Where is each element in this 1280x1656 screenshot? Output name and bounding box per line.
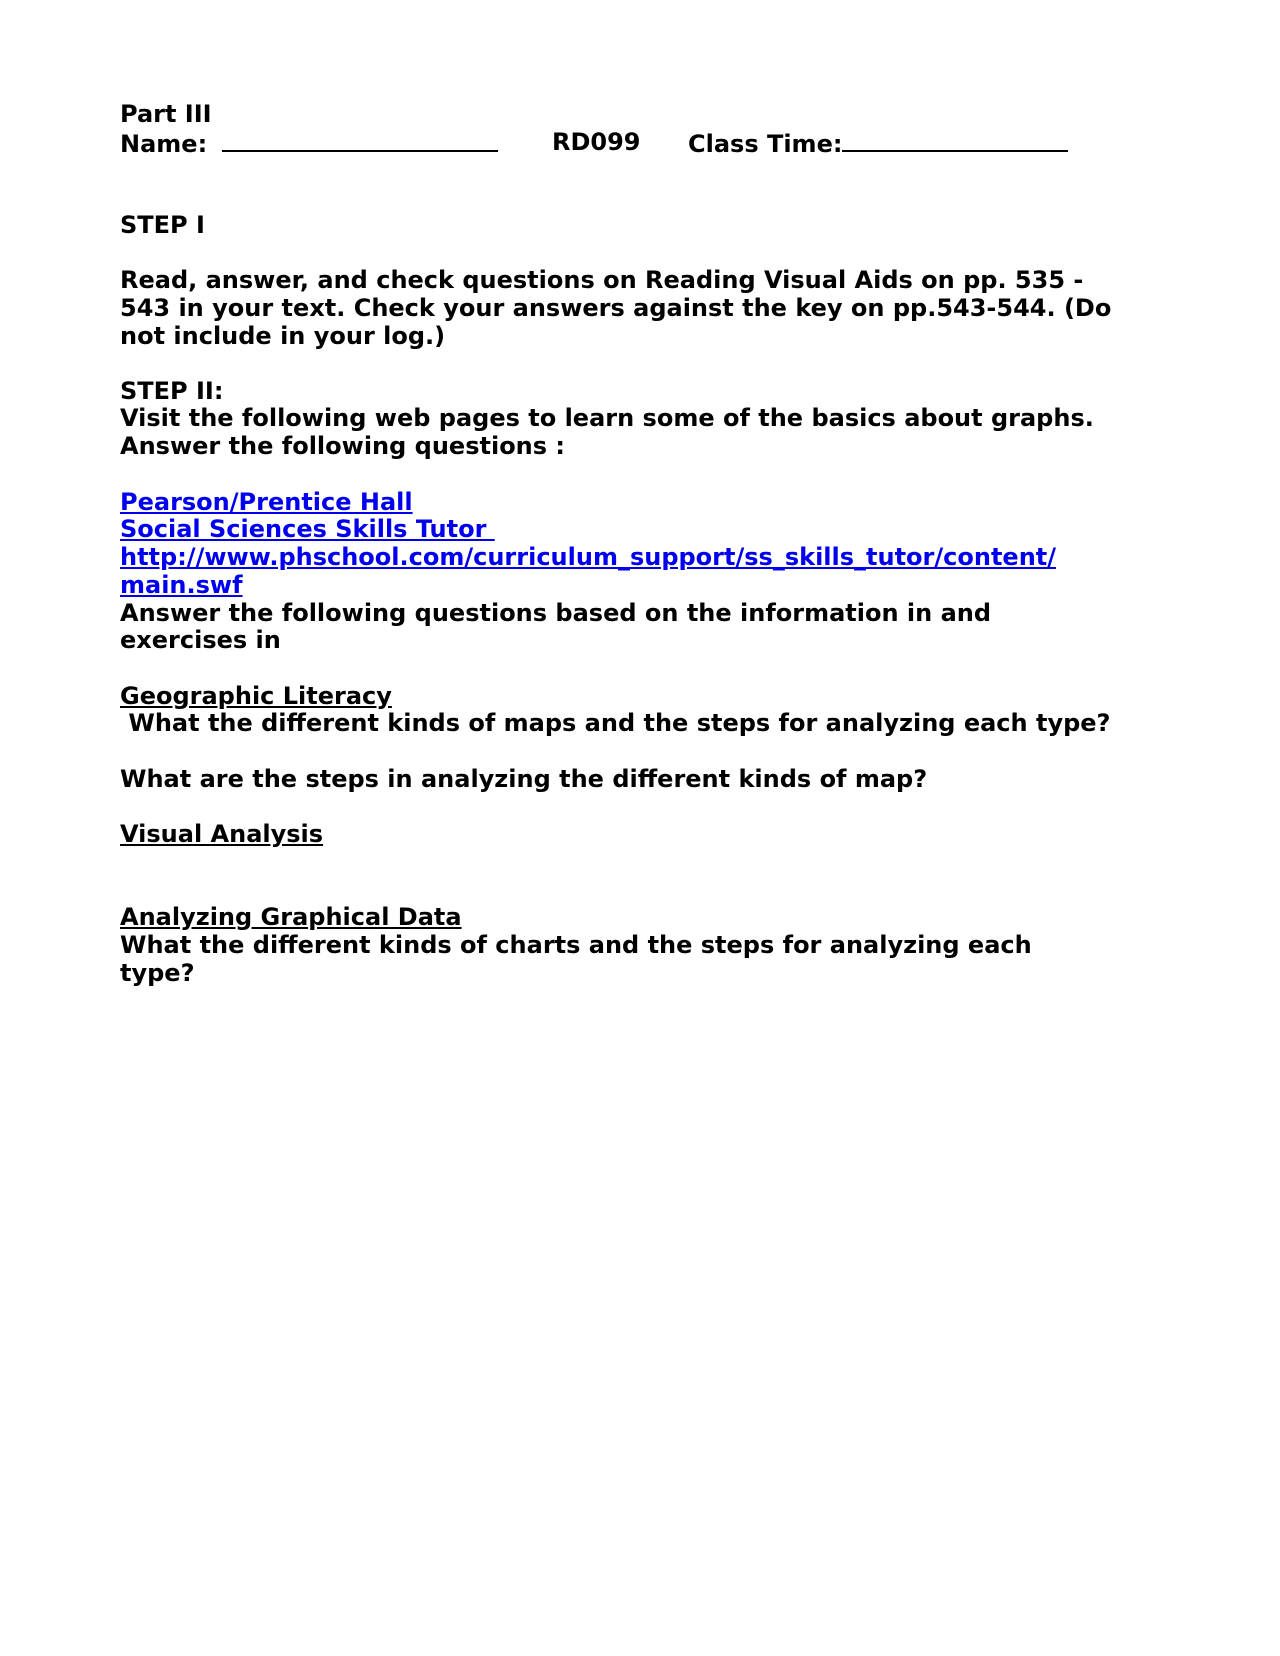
- instructions-line-2: exercises in: [120, 626, 281, 654]
- part-heading: Part III: [120, 100, 212, 128]
- tutor-link[interactable]: Social Sciences Skills Tutor: [120, 515, 495, 543]
- class-time-blank[interactable]: [842, 128, 1068, 152]
- name-row: [120, 128, 498, 159]
- graphical-data-title: Analyzing Graphical Data: [120, 903, 462, 931]
- geographic-literacy-title: Geographic Literacy: [120, 682, 392, 710]
- step1-line-3: not include in your log.): [120, 322, 446, 350]
- publisher-link-row: [120, 488, 413, 517]
- step1-line-2: 543 in your text. Check your answers against the key on pp.543-544. (Do: [120, 294, 1112, 322]
- url-link-row-1: [120, 543, 1056, 572]
- course-code: RD099: [552, 128, 641, 156]
- step2-line-1: Visit the following web pages to learn some of the basics about graphs.: [120, 404, 1094, 432]
- step2-heading: STEP II:: [120, 377, 224, 405]
- class-time-label: Class Time:: [688, 130, 843, 158]
- step1-heading: STEP I: [120, 211, 205, 239]
- geographic-question-1: What the different kinds of maps and the steps for analyzing each type?: [120, 709, 1111, 737]
- url-link-part-2[interactable]: main.swf: [120, 571, 243, 599]
- graphical-question-line-1: What the different kinds of charts and the steps for analyzing each: [120, 931, 1032, 959]
- publisher-link[interactable]: Pearson/Prentice Hall: [120, 488, 413, 516]
- name-blank[interactable]: [222, 128, 498, 152]
- geographic-question-2: What are the steps in analyzing the different kinds of map?: [120, 765, 928, 793]
- step1-line-1: Read, answer, and check questions on Reading Visual Aids on pp. 535 -: [120, 266, 1084, 294]
- step2-line-2: Answer the following questions :: [120, 432, 566, 460]
- url-link-row-2: [120, 571, 243, 600]
- visual-analysis-title: Visual Analysis: [120, 820, 324, 848]
- instructions-line-1: Answer the following questions based on the information in and: [120, 599, 992, 627]
- name-label: Name:: [120, 130, 208, 158]
- tutor-link-row: [120, 515, 495, 544]
- document-page: [120, 0, 1180, 1656]
- class-time-row: [688, 128, 1068, 159]
- url-link-part-1[interactable]: http://www.phschool.com/curriculum_support/ss_skills_tutor/content/: [120, 543, 1057, 571]
- graphical-question-line-2: type?: [120, 959, 195, 987]
